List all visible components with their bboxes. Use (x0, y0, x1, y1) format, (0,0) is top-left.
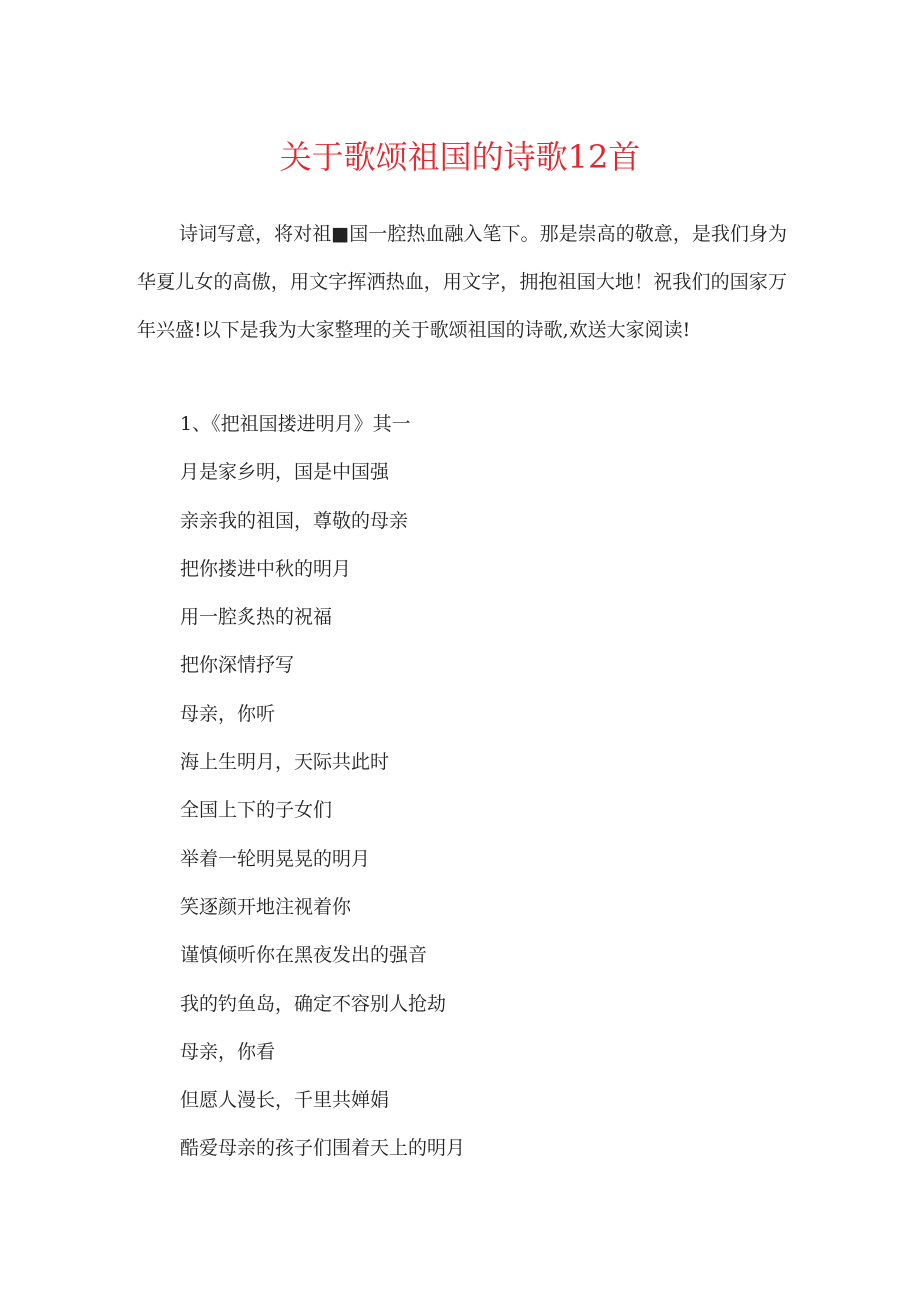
poem-line: 母亲，你听 (180, 702, 276, 725)
poem-line: 母亲，你看 (180, 1040, 276, 1063)
poem-line: 把你深情抒写 (180, 654, 295, 677)
section-heading: 1、《把祖国搂进明月》其一 (180, 413, 411, 435)
poem-line: 月是家乡明，国是中国强 (180, 461, 390, 484)
poem-line: 举着一轮明晃晃的明月 (180, 847, 371, 870)
poem-line: 笑逐颜开地注视着你 (180, 895, 352, 918)
poem-line: 海上生明月，天际共此时 (180, 751, 390, 774)
poem (180, 400, 780, 1173)
poem-line: 把你搂进中秋的明月 (180, 557, 352, 580)
poem-line: 谨慎倾听你在黑夜发出的强音 (180, 944, 428, 967)
poem-line: 亲亲我的祖国，尊敬的母亲 (180, 509, 409, 532)
document-title: 关于歌颂祖国的诗歌12首 (279, 138, 641, 176)
poem-line: 但愿人漫长，千里共婵娟 (180, 1089, 390, 1112)
poem-line: 我的钓鱼岛，确定不容别人抢劫 (180, 992, 447, 1015)
intro-paragraph: 诗词写意，将对祖■国一腔热血融入笔下。那是崇高的敬意，是我们身为华夏儿女的高傲，用文字挥洒热血，用文字，拥抱祖国大地！祝我们的国家万年兴盛!以下是我为大家整理的关于歌颂祖国的诗歌,欢送大家阅读! (137, 223, 787, 341)
poem-line: 全国上下的子女们 (180, 799, 333, 822)
poem-line: 酷爱母亲的孩子们围着天上的明月 (180, 1137, 466, 1160)
poem-line: 用一腔炙热的祝福 (180, 606, 333, 629)
